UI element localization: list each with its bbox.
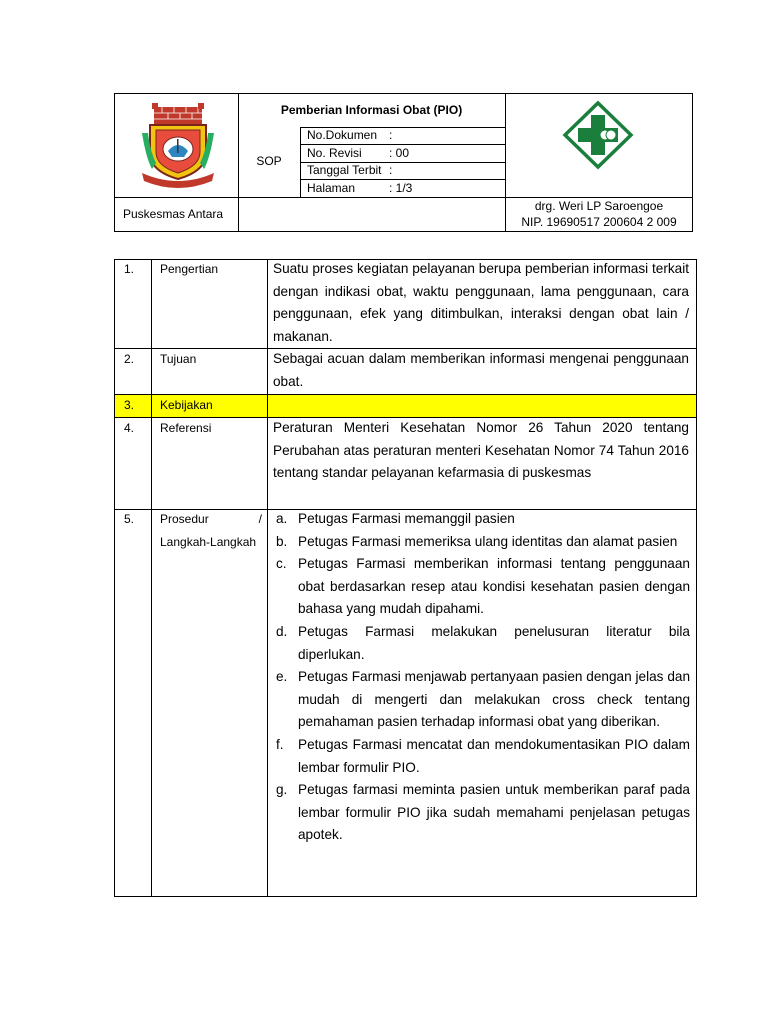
step-letter: e. — [276, 669, 288, 685]
procedure-step — [270, 621, 690, 666]
row-number: 1. — [124, 262, 135, 276]
procedure-step — [270, 734, 690, 779]
step-letter: d. — [276, 623, 288, 639]
signatory-nip: NIP. 19690517 200604 2 009 — [521, 215, 677, 229]
step-text: Petugas Farmasi menjawab pertanyaan pasien dengan jelas dan mudah di mengerti dan melakukan cross check tentang pemahaman pasien terhadap informasi obat yang diberikan. — [298, 669, 690, 730]
procedure-step — [270, 666, 690, 734]
step-letter: f. — [276, 736, 284, 752]
procedure-step — [270, 508, 690, 531]
column-divider — [267, 259, 268, 897]
puskesmas-logo — [562, 100, 634, 170]
revision-label: No. Revisi — [307, 146, 362, 160]
regional-crest-logo — [140, 103, 216, 189]
column-divider — [151, 259, 152, 897]
doc-number-value: : — [389, 128, 393, 142]
signatory-name: drg. Weri LP Saroengoe — [534, 199, 664, 213]
page-label: Halaman — [307, 181, 356, 195]
row-number: 3. — [124, 398, 135, 412]
row-number: 5. — [124, 512, 135, 526]
sop-label: SOP — [256, 154, 282, 168]
step-letter: c. — [276, 556, 287, 572]
step-letter: a. — [276, 511, 288, 526]
row-number: 2. — [124, 352, 135, 366]
header-divider — [300, 144, 505, 145]
procedure-step — [270, 779, 690, 847]
row-text: Sebagai acuan dalam memberikan informasi mengenai penggunaan obat. — [273, 351, 689, 389]
issue-date-label: Tanggal Terbit — [307, 163, 382, 177]
steps-list — [270, 508, 690, 847]
step-text: Petugas Farmasi mencatat dan mendokumentasikan PIO dalam lembar formulir PIO. — [298, 736, 690, 775]
row-text: Suatu proses kegiatan pelayanan berupa pemberian informasi terkait dengan indikasi obat, waktu penggunaan, lama penggunaan, cara penggunaan, efek yang ditimbulkan, interaksi dengan obat lain / makanan. — [273, 261, 689, 344]
step-text: Petugas Farmasi melakukan penelusuran literatur bila diperlukan. — [298, 623, 690, 662]
page-value: : 1/3 — [389, 181, 413, 195]
procedure-steps — [270, 508, 690, 847]
revision-value: : 00 — [389, 146, 410, 160]
step-letter: b. — [276, 533, 288, 549]
step-text: Petugas Farmasi memanggil pasien — [298, 511, 515, 526]
row-number: 4. — [124, 421, 135, 435]
row-label: Pengertian — [160, 262, 219, 276]
step-text: Petugas Farmasi memeriksa ulang identitas dan alamat pasien — [298, 533, 678, 549]
row-label: Prosedur / Langkah-Langkah — [160, 512, 262, 549]
page-title: Pemberian Informasi Obat (PIO) — [280, 103, 463, 117]
row-label: Kebijakan — [160, 398, 213, 412]
row-text: Peraturan Menteri Kesehatan Nomor 26 Tahun 2020 tentang Perubahan atas peraturan menteri Kesehatan Nomor 74 Tahun 2016 tentang standar pelayanan kefarmasia di puskesmas — [273, 420, 689, 481]
procedure-step — [270, 531, 690, 554]
procedure-step — [270, 553, 690, 621]
header-divider — [300, 179, 505, 180]
header-divider — [114, 197, 693, 198]
step-letter: g. — [276, 782, 288, 798]
organization-name: Puskesmas Antara — [123, 207, 224, 221]
step-text: Petugas Farmasi memberikan informasi tentang penggunaan obat berdasarkan resep atau kondisi kesehatan pasien dengan bahasa yang mudah dipahami. — [298, 556, 690, 617]
doc-number-label: No.Dokumen — [307, 128, 378, 142]
row-label: Referensi — [160, 421, 212, 435]
step-text: Petugas farmasi meminta pasien untuk memberikan paraf pada lembar formulir PIO jika sudah memahami penjelasan petugas apotek. — [298, 782, 690, 843]
issue-date-value: : — [389, 163, 393, 177]
row-label: Tujuan — [160, 352, 197, 366]
